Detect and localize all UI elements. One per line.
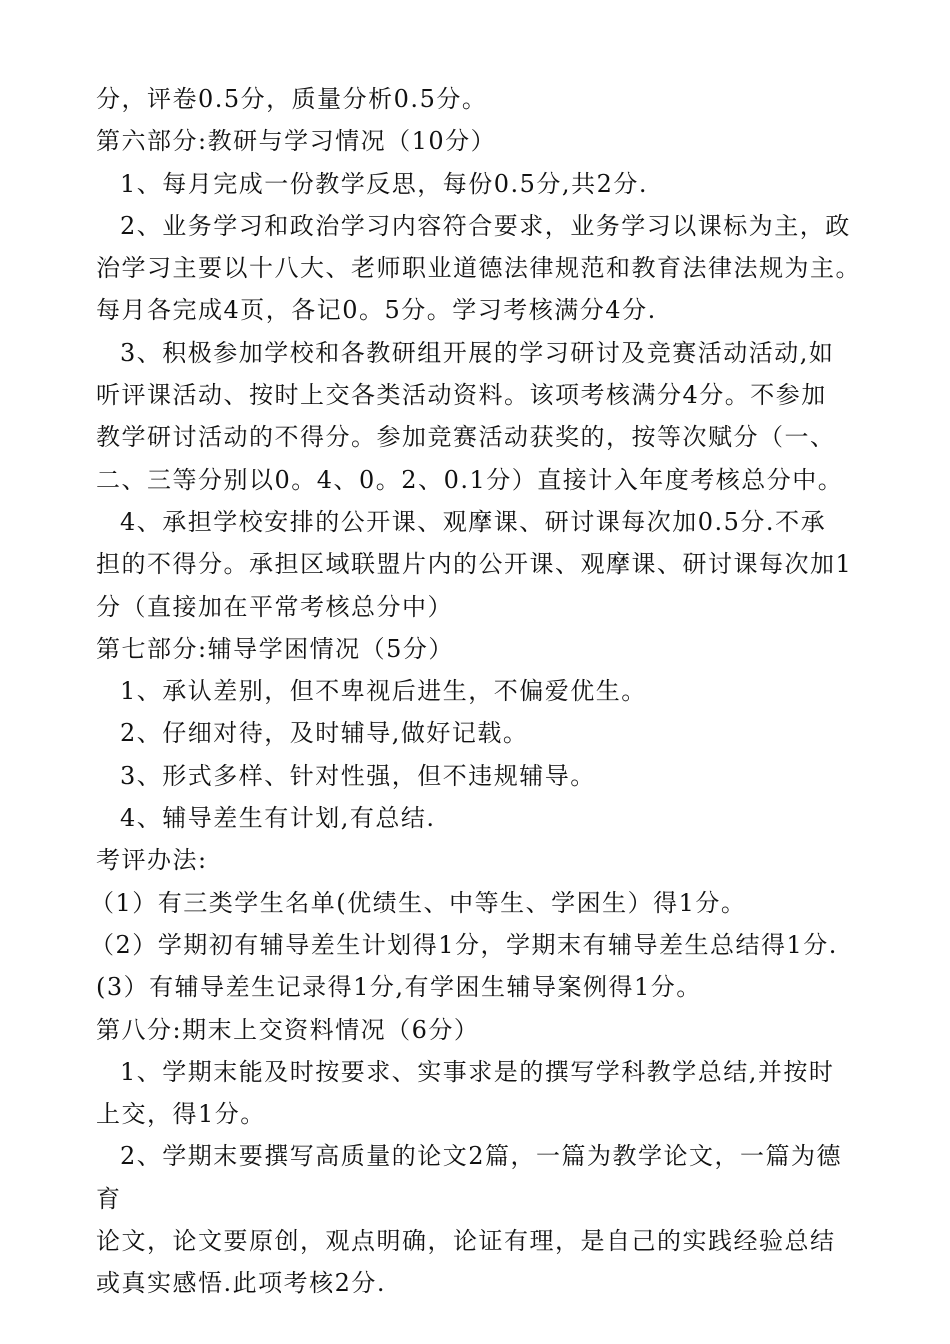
text-line: 1、每月完成一份教学反思，每份0.5分,共2分. [120, 169, 648, 198]
text-line: 上交，得1分。 [96, 1100, 266, 1129]
text-line: 4、辅导差生有计划,有总结. [120, 804, 436, 833]
text-line: 每月各完成4页，各记0。5分。学习考核满分4分. [96, 296, 657, 325]
section-heading-8: 第八分:期末上交资料情况（6分） [96, 1015, 480, 1044]
text-line: （2）学期初有辅导差生计划得1分，学期末有辅导差生总结得1分. [90, 930, 838, 959]
text-line: 治学习主要以十八大、老师职业道德法律规范和教育法律法规为主。 [96, 254, 861, 283]
text-line: 育 [96, 1184, 122, 1213]
text-line: 2、仔细对待，及时辅导,做好记载。 [120, 719, 529, 748]
text-line: 3、形式多样、针对性强，但不违规辅导。 [120, 761, 596, 790]
text-line: 或真实感悟.此项考核2分. [96, 1269, 387, 1298]
text-line: 1、承认差别，但不卑视后进生，不偏爱优生。 [120, 677, 647, 706]
text-line: 担的不得分。承担区域联盟片内的公开课、观摩课、研讨课每次加1 [96, 550, 853, 579]
section-heading-6: 第六部分:教研与学习情况（10分） [96, 127, 497, 156]
text-line: 1、学期末能及时按要求、实事求是的撰写学科教学总结,并按时 [120, 1057, 835, 1086]
text-line: 2、业务学习和政治学习内容符合要求，业务学习以课标为主，政 [120, 211, 851, 240]
text-line: 分（直接加在平常考核总分中） [96, 592, 453, 621]
text-line: 听评课活动、按时上交各类活动资料。该项考核满分4分。不参加 [96, 381, 827, 410]
section-heading-7: 第七部分:辅导学困情况（5分） [96, 634, 454, 663]
document-body [90, 78, 866, 1305]
text-line: （1）有三类学生名单(优绩生、中等生、学困生）得1分。 [90, 888, 747, 917]
text-line: 教学研讨活动的不得分。参加竞赛活动获奖的，按等次赋分（一、 [96, 423, 836, 452]
text-line: (3）有辅导差生记录得1分,有学困生辅导案例得1分。 [96, 973, 702, 1002]
text-line: 二、三等分别以0。4、0。2、0.1分）直接计入年度考核总分中。 [96, 465, 844, 494]
evaluation-heading: 考评办法: [96, 846, 208, 875]
text-line: 2、学期末要撰写高质量的论文2篇，一篇为教学论文，一篇为德 [120, 1142, 843, 1171]
text-line: 论文，论文要原创，观点明确，论证有理，是自己的实践经验总结 [96, 1227, 836, 1256]
text-line: 4、承担学校安排的公开课、观摩课、研讨课每次加0.5分.不承 [120, 507, 827, 536]
text-line: 分，评卷0.5分，质量分析0.5分。 [96, 85, 488, 113]
text-line: 3、积极参加学校和各教研组开展的学习研讨及竞赛活动活动,如 [120, 338, 835, 367]
